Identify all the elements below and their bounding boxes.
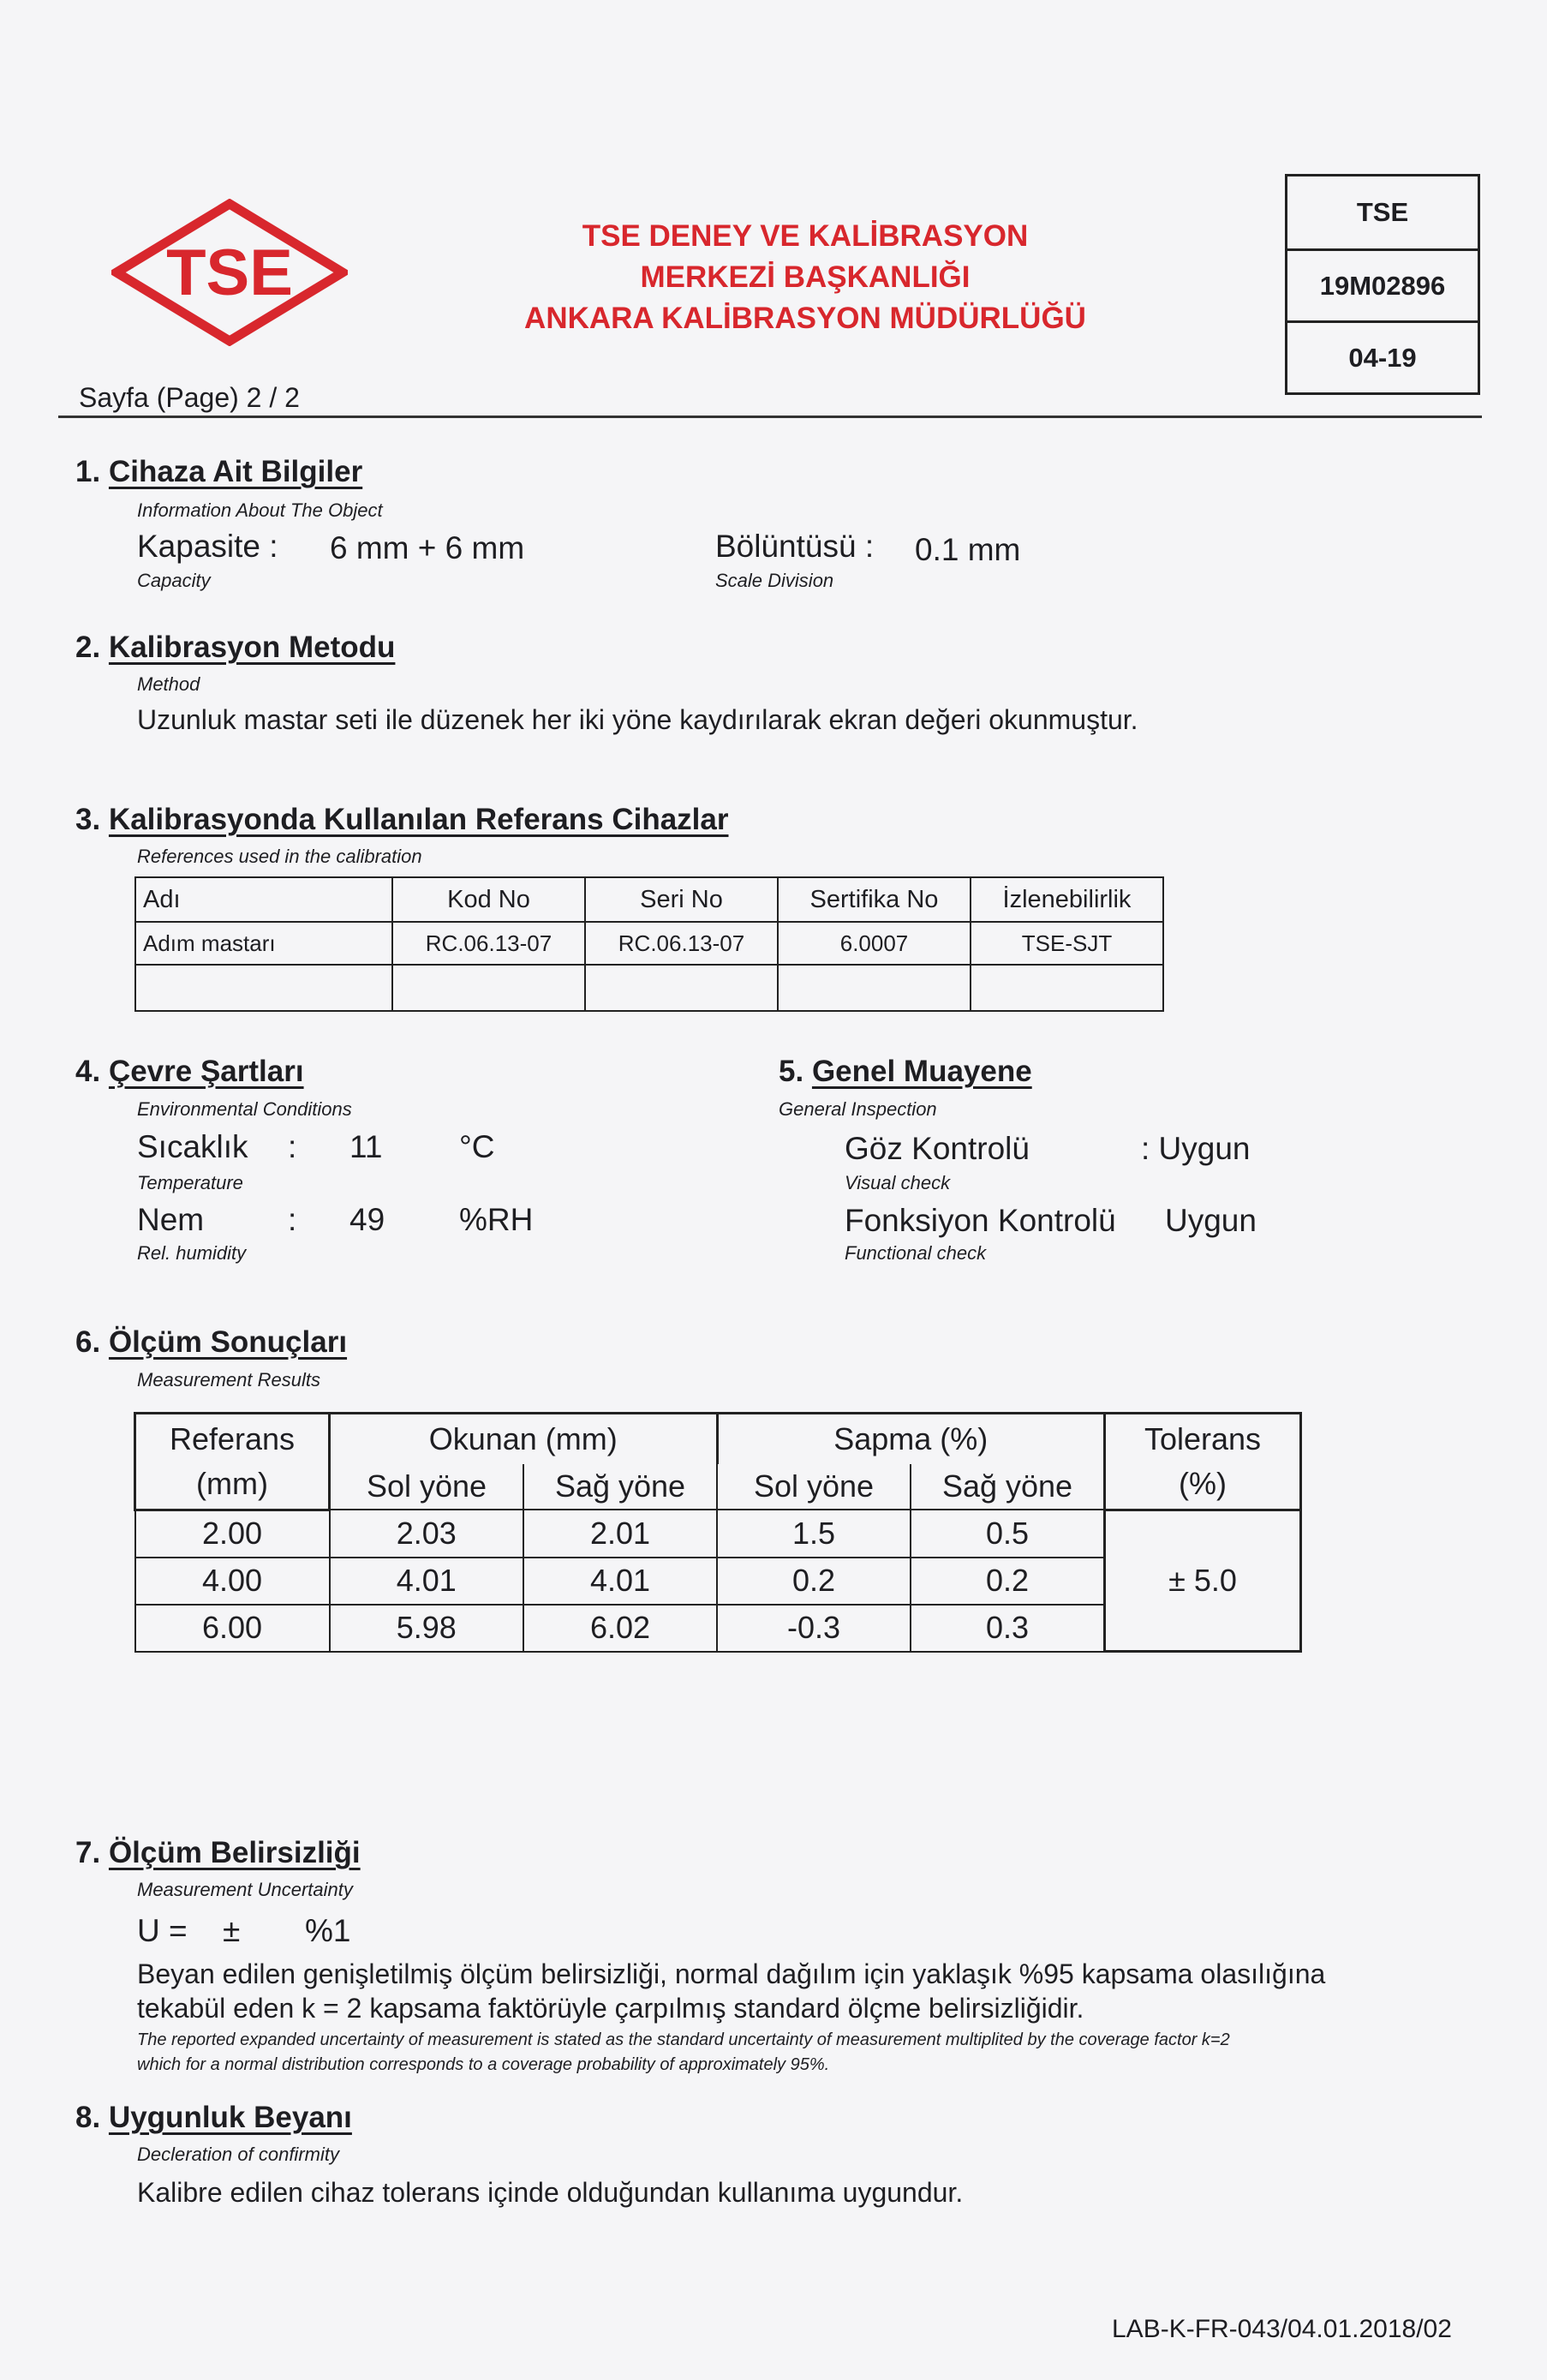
- functional-check-label: Fonksiyon Kontrolü: [845, 1203, 1116, 1238]
- cell-reading-left: 5.98: [330, 1605, 524, 1652]
- section-1-subtitle: Information About The Object: [137, 499, 383, 521]
- cell-code: [392, 965, 585, 1011]
- section-3-number: 3.: [75, 803, 101, 836]
- col-header-code: Kod No: [392, 877, 585, 922]
- section-6-heading: Ölçüm Sonuçları: [108, 1325, 348, 1359]
- uncertainty-label: U =: [137, 1913, 188, 1948]
- results-header-row: [135, 1414, 1301, 1465]
- humidity-label: Nem: [137, 1202, 205, 1237]
- scale-sub: Scale Division: [715, 570, 834, 591]
- cell-certificate: [778, 965, 971, 1011]
- section-1-number: 1.: [75, 455, 101, 488]
- col-header-name: Adı: [135, 877, 392, 922]
- section-5-subtitle: General Inspection: [779, 1098, 937, 1120]
- col-header-reading-right: Sağ yöne: [523, 1464, 717, 1510]
- section-8-title: [75, 2101, 352, 2135]
- form-code-footer: LAB-K-FR-043/04.01.2018/02: [1112, 2315, 1452, 2343]
- humidity-sub: Rel. humidity: [137, 1242, 247, 1264]
- col-header-reading: Okunan (mm): [330, 1414, 718, 1465]
- code-box-org: TSE: [1356, 197, 1409, 227]
- section-7-subtitle: Measurement Uncertainty: [137, 1879, 353, 1900]
- cell-certificate: 6.0007: [778, 922, 971, 965]
- uncertainty-pm: ±: [223, 1913, 241, 1948]
- tol-header-line-2: (%): [1179, 1465, 1227, 1501]
- section-6-number: 6.: [75, 1325, 101, 1359]
- scale-label: Bölüntüsü :: [715, 529, 875, 564]
- section-4-heading: Çevre Şartları: [108, 1055, 304, 1088]
- section-1-heading: Cihaza Ait Bilgiler: [108, 455, 363, 488]
- col-header-deviation-right: Sağ yöne: [911, 1464, 1105, 1510]
- section-8-heading: Uygunluk Beyanı: [108, 2101, 352, 2134]
- humidity-value: 49: [349, 1202, 385, 1237]
- cell-reading-right: 6.02: [523, 1605, 717, 1652]
- capacity-sub: Capacity: [137, 570, 211, 591]
- header-title: [445, 216, 1165, 339]
- section-8-subtitle: Decleration of confirmity: [137, 2144, 339, 2165]
- section-7-title: [75, 1836, 361, 1870]
- cell-reading-right: 2.01: [523, 1510, 717, 1558]
- functional-check-value: Uygun: [1165, 1203, 1257, 1238]
- temperature-colon: :: [288, 1129, 297, 1164]
- cell-deviation-right: 0.2: [911, 1558, 1105, 1605]
- header-divider: [58, 416, 1482, 418]
- cell-reference: 2.00: [135, 1510, 330, 1558]
- section-4-title: [75, 1055, 304, 1089]
- section-5-heading: Genel Muayene: [811, 1055, 1032, 1088]
- section-2-heading: Kalibrasyon Metodu: [108, 631, 396, 664]
- cell-serial: RC.06.13-07: [585, 922, 778, 965]
- section-4-subtitle: Environmental Conditions: [137, 1098, 352, 1120]
- section-3-title: [75, 803, 729, 837]
- tol-header-line-1: Tolerans: [1144, 1420, 1262, 1456]
- ref-header-line-2: (mm): [196, 1465, 268, 1501]
- visual-check-label: Göz Kontrolü: [845, 1131, 1030, 1166]
- cell-deviation-left: 0.2: [717, 1558, 911, 1605]
- section-1-title: [75, 455, 362, 489]
- section-6-title: [75, 1325, 347, 1360]
- humidity-unit: %RH: [459, 1202, 534, 1237]
- cell-reference: 4.00: [135, 1558, 330, 1605]
- page-number: Sayfa (Page) 2 / 2: [79, 382, 300, 413]
- code-box-date: 04-19: [1287, 320, 1478, 392]
- visual-check-value: : Uygun: [1141, 1131, 1251, 1166]
- cell-reading-left: 4.01: [330, 1558, 524, 1605]
- section-3-subtitle: References used in the calibration: [137, 846, 422, 867]
- conformity-text: Kalibre edilen cihaz tolerans içinde olduğundan kullanıma uygundur.: [137, 2177, 964, 2208]
- cell-name: [135, 965, 392, 1011]
- uncertainty-text-tr-1: Beyan edilen genişletilmiş ölçüm belirsizliği, normal dağılım için yaklaşık %95 kapsama olasılığına: [137, 1958, 1326, 1989]
- table-header-row: [135, 877, 1163, 922]
- col-header-tolerance: [1105, 1414, 1301, 1510]
- scale-value: 0.1 mm: [915, 532, 1021, 567]
- table-row: [135, 965, 1163, 1011]
- col-header-serial: Seri No: [585, 877, 778, 922]
- section-3-heading: Kalibrasyonda Kullanılan Referans Cihazlar: [108, 803, 729, 836]
- col-header-certificate: Sertifika No: [778, 877, 971, 922]
- cell-tolerance: ± 5.0: [1105, 1510, 1301, 1652]
- cell-name: Adım mastarı: [135, 922, 392, 965]
- cell-deviation-left: -0.3: [717, 1605, 911, 1652]
- section-2-title: [75, 631, 395, 665]
- humidity-colon: :: [288, 1202, 297, 1237]
- ref-header-line-1: Referans: [169, 1420, 296, 1456]
- section-2-subtitle: Method: [137, 673, 200, 695]
- logo-text: TSE: [166, 236, 293, 309]
- code-box-number: 19M02896: [1287, 248, 1478, 320]
- method-text: Uzunluk mastar seti ile düzenek her iki yöne kaydırılarak ekran değeri okunmuştur.: [137, 704, 1138, 735]
- temperature-value: 11: [349, 1129, 383, 1164]
- reference-devices-table: [134, 876, 1164, 1012]
- header-title-line-1: TSE DENEY VE KALİBRASYON: [582, 219, 1029, 253]
- uncertainty-text-tr-2: tekabül eden k = 2 kapsama faktörüyle çarpılmış standard ölçme belirsizliğidir.: [137, 1993, 1084, 2024]
- uncertainty-text-en-2: which for a normal distribution corresponds to a coverage probability of approximately 95%.: [137, 2055, 830, 2074]
- col-header-reference: [135, 1414, 330, 1510]
- section-4-number: 4.: [75, 1055, 101, 1088]
- cell-serial: [585, 965, 778, 1011]
- temperature-label: Sıcaklık: [137, 1129, 248, 1164]
- cell-reference: 6.00: [135, 1605, 330, 1652]
- section-7-heading: Ölçüm Belirsizliği: [108, 1836, 361, 1869]
- functional-check-sub: Functional check: [845, 1242, 987, 1264]
- section-5-number: 5.: [779, 1055, 804, 1088]
- cell-deviation-right: 0.3: [911, 1605, 1105, 1652]
- cell-reading-left: 2.03: [330, 1510, 524, 1558]
- table-row: [135, 1510, 1301, 1558]
- col-header-reading-left: Sol yöne: [330, 1464, 524, 1510]
- section-8-number: 8.: [75, 2101, 101, 2134]
- cell-deviation-left: 1.5: [717, 1510, 911, 1558]
- table-row: [135, 922, 1163, 965]
- capacity-label: Kapasite :: [137, 529, 278, 564]
- col-header-deviation-left: Sol yöne: [717, 1464, 911, 1510]
- cell-traceability: TSE-SJT: [971, 922, 1163, 965]
- uncertainty-text-en-1: The reported expanded uncertainty of measurement is stated as the standard uncertainty of measurement multiplited by the coverage factor k=2: [137, 2030, 1230, 2049]
- section-2-number: 2.: [75, 631, 101, 664]
- visual-check-sub: Visual check: [845, 1172, 951, 1193]
- cell-reading-right: 4.01: [523, 1558, 717, 1605]
- measurement-results-table: [134, 1412, 1302, 1653]
- temperature-sub: Temperature: [137, 1172, 243, 1193]
- header-title-line-2: MERKEZİ BAŞKANLIĞI: [640, 260, 971, 294]
- temperature-unit: °C: [459, 1129, 495, 1164]
- capacity-value: 6 mm + 6 mm: [330, 530, 525, 565]
- col-header-traceability: İzlenebilirlik: [971, 877, 1163, 922]
- section-7-number: 7.: [75, 1836, 101, 1869]
- section-6-subtitle: Measurement Results: [137, 1369, 320, 1390]
- section-5-title: [779, 1055, 1032, 1089]
- header-title-line-3: ANKARA KALİBRASYON MÜDÜRLÜĞÜ: [524, 302, 1086, 335]
- cell-deviation-right: 0.5: [911, 1510, 1105, 1558]
- cell-traceability: [971, 965, 1163, 1011]
- cell-code: RC.06.13-07: [392, 922, 585, 965]
- document-code-box: [1285, 174, 1480, 395]
- uncertainty-value: %1: [305, 1913, 351, 1948]
- col-header-deviation: Sapma (%): [717, 1414, 1105, 1465]
- tse-logo: [111, 199, 348, 346]
